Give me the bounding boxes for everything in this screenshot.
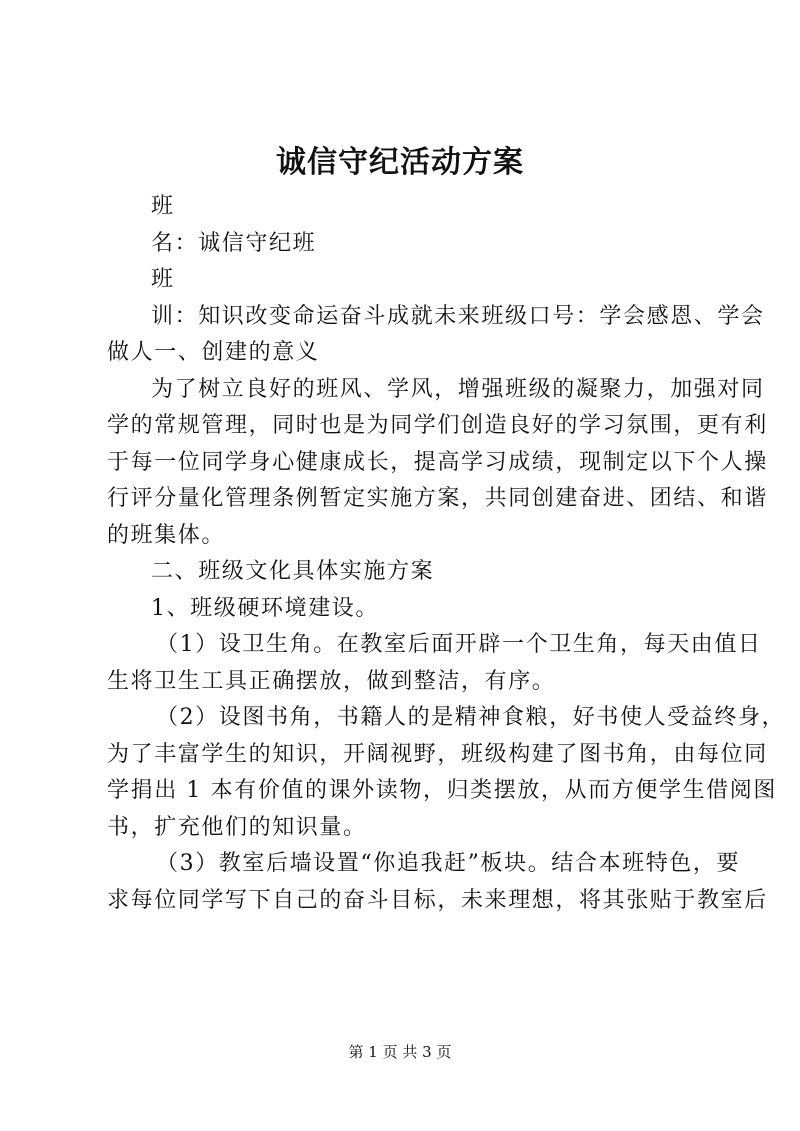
body-line: 名：诚信守纪班: [151, 230, 317, 256]
body-line: 为了树立良好的班风、学风，增强班级的凝聚力，加强对同: [151, 376, 765, 402]
body-line: 班: [151, 267, 175, 292]
body-line: 学捐出 1 本有价值的课外读物，归类摆放，从而方便学生借阅图: [107, 778, 777, 803]
page-footer: 第 1 页 共 3 页: [348, 1043, 452, 1061]
body-line: 班: [151, 194, 175, 219]
body-line: 书，扩充他们的知识量。: [107, 814, 367, 840]
body-line: 做人一、创建的意义: [107, 340, 320, 365]
body-line: （1）设卫生角。在教室后面开辟一个卫生角，每天由值日: [156, 632, 762, 657]
body-line: 二、班级文化具体实施方案: [151, 559, 435, 584]
body-line: （3）教室后墙设置“你追我赶”板块。结合本班特色，要: [156, 851, 741, 876]
body-line: 生将卫生工具正确摆放，做到整洁，有序。: [107, 668, 556, 694]
body-line: 于每一位同学身心健康成长，提高学习成绩，现制定以下个人操: [107, 449, 768, 475]
body-line: 学的常规管理，同时也是为同学们创造良好的学习氛围，更有利: [107, 413, 768, 438]
body-line: 为了丰富学生的知识，开阔视野，班级构建了图书角，由每位同: [107, 741, 768, 767]
document-body: [107, 189, 786, 919]
body-line: 1、班级硬环境建设。: [151, 595, 379, 621]
body-line: 求每位同学写下自己的奋斗目标，未来理想，将其张贴于教室后: [107, 887, 768, 913]
body-line: 的班集体。: [107, 522, 226, 548]
body-line: 训：知识改变命运奋斗成就未来班级口号：学会感恩、学会: [151, 303, 765, 329]
body-line: 行评分量化管理条例暂定实施方案，共同创建奋进、团结、和谐: [107, 486, 768, 511]
body-line: （2）设图书角，书籍人的是精神食粮，好书使人受益终身，: [156, 705, 786, 730]
document-title: 诚信守纪活动方案: [276, 145, 524, 180]
